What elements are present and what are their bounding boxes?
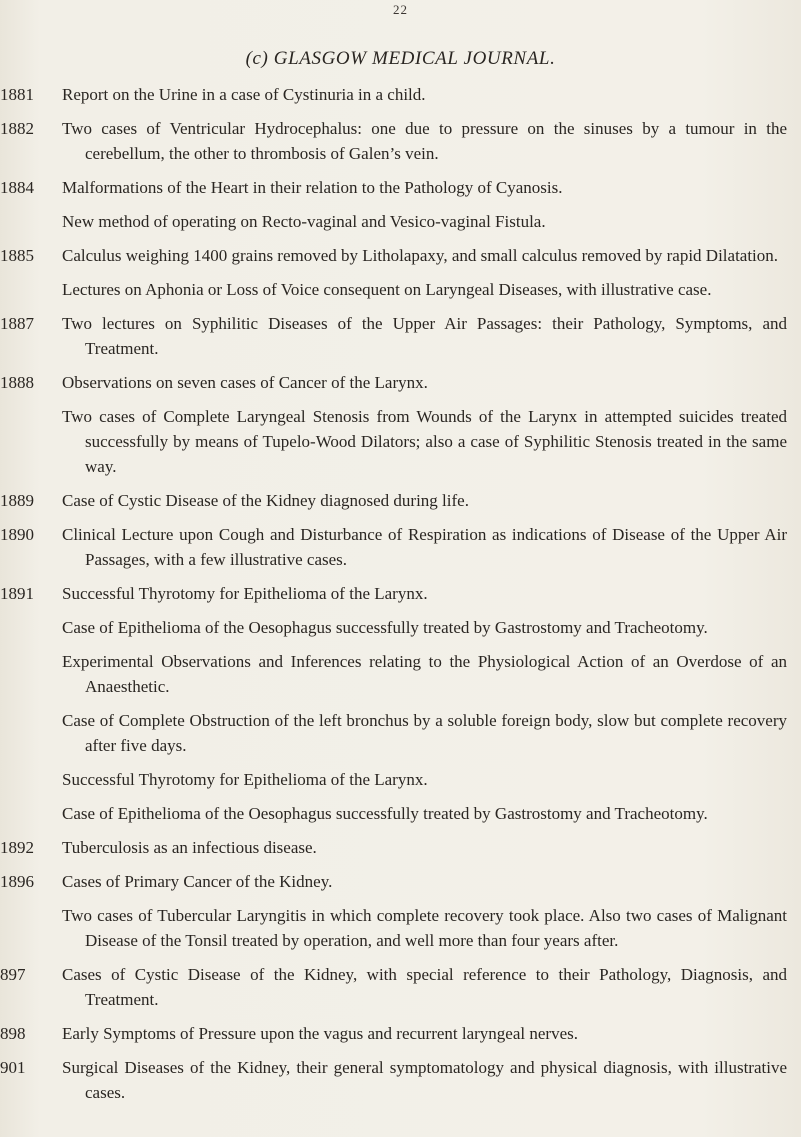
- publication-entry: [0, 835, 801, 860]
- entry-year: 898: [0, 1024, 26, 1043]
- publication-entry: [0, 277, 801, 302]
- publication-entry: [0, 175, 801, 200]
- entry-year: 1884: [0, 178, 34, 197]
- entry-year: 901: [0, 1058, 26, 1077]
- entry-title: Successful Thyrotomy for Epithelioma of the Larynx.: [62, 770, 428, 789]
- publication-entry: [0, 903, 801, 953]
- publication-entry: [0, 370, 801, 395]
- entry-title: Experimental Observations and Inferences relating to the Physiological Action of an Overdose of an Anaesthetic.: [62, 652, 787, 696]
- publication-entry: [0, 116, 801, 166]
- publication-entry: [0, 522, 801, 572]
- entry-title: Case of Cystic Disease of the Kidney diagnosed during life.: [62, 491, 469, 510]
- entry-title: Calculus weighing 1400 grains removed by Litholapaxy, and small calculus removed by rapid Dilatation.: [62, 246, 779, 265]
- entry-title: Malformations of the Heart in their relation to the Pathology of Cyanosis.: [62, 178, 563, 197]
- entry-title: Case of Epithelioma of the Oesophagus successfully treated by Gastrostomy and Tracheotomy.: [62, 618, 708, 637]
- publication-entry: [0, 1021, 801, 1046]
- publication-entry: [0, 615, 801, 640]
- entry-title: Clinical Lecture upon Cough and Disturbance of Respiration as indications of Disease of the Upper Air Passages, with a few illustrative cases.: [62, 525, 787, 569]
- entry-title: Report on the Urine in a case of Cystinuria in a child.: [62, 85, 426, 104]
- publication-entry: [0, 869, 801, 894]
- entry-title: Case of Epithelioma of the Oesophagus successfully treated by Gastrostomy and Tracheotomy.: [62, 804, 708, 823]
- entry-title: Cases of Primary Cancer of the Kidney.: [62, 872, 333, 891]
- entry-title: Case of Complete Obstruction of the left bronchus by a soluble foreign body, slow but complete recovery after five days.: [62, 711, 787, 755]
- entry-title: Cases of Cystic Disease of the Kidney, with special reference to their Pathology, Diagnosis, and Treatment.: [62, 965, 787, 1009]
- publication-entry: [0, 404, 801, 479]
- entry-year: 1888: [0, 373, 34, 392]
- publication-entry: [0, 962, 801, 1012]
- entry-title: Successful Thyrotomy for Epithelioma of the Larynx.: [62, 584, 428, 603]
- publication-entry: [0, 649, 801, 699]
- entry-title: Surgical Diseases of the Kidney, their general symptomatology and physical diagnosis, with illustrative cases.: [62, 1058, 787, 1102]
- publication-list: [0, 82, 801, 1114]
- entry-title: Observations on seven cases of Cancer of the Larynx.: [62, 373, 428, 392]
- entry-year: 1889: [0, 491, 34, 510]
- entry-year: 1885: [0, 246, 34, 265]
- section-heading: (c) GLASGOW MEDICAL JOURNAL.: [245, 48, 556, 69]
- entry-year: 1887: [0, 314, 34, 333]
- publication-entry: [0, 82, 801, 107]
- publication-entry: [0, 209, 801, 234]
- publication-entry: [0, 243, 801, 268]
- publication-entry: [0, 801, 801, 826]
- entry-title: Tuberculosis as an infectious disease.: [62, 838, 317, 857]
- entry-title: Two cases of Ventricular Hydrocephalus: one due to pressure on the sinuses by a tumour in the cerebellum, the other to thrombosis of Galen’s vein.: [62, 119, 787, 163]
- entry-title: Lectures on Aphonia or Loss of Voice consequent on Laryngeal Diseases, with illustrative case.: [62, 280, 712, 299]
- entry-year: 1890: [0, 525, 34, 544]
- entry-title: Two lectures on Syphilitic Diseases of the Upper Air Passages: their Pathology, Symptoms, and Treatment.: [62, 314, 787, 358]
- entry-year: 1882: [0, 119, 34, 138]
- publication-entry: [0, 708, 801, 758]
- entry-year: 1892: [0, 838, 34, 857]
- entry-title: Two cases of Complete Laryngeal Stenosis from Wounds of the Larynx in attempted suicides treated successfully by means of Tupelo-Wood Dilators; also a case of Syphilitic Stenosis treated in the same way.: [62, 407, 787, 476]
- publication-entry: [0, 311, 801, 361]
- entry-title: Early Symptoms of Pressure upon the vagus and recurrent laryngeal nerves.: [62, 1024, 578, 1043]
- publication-entry: [0, 581, 801, 606]
- entry-year: 1891: [0, 584, 34, 603]
- entry-year: 897: [0, 965, 26, 984]
- entry-title: Two cases of Tubercular Laryngitis in which complete recovery took place. Also two cases of Malignant Disease of the Tonsil treated by operation, and well more than four years after.: [62, 906, 787, 950]
- entry-title: New method of operating on Recto-vaginal and Vesico-vaginal Fistula.: [62, 212, 546, 231]
- publication-entry: [0, 767, 801, 792]
- page-number: 22: [393, 2, 408, 17]
- publication-entry: [0, 1055, 801, 1105]
- entry-year: 1881: [0, 85, 34, 104]
- publication-entry: [0, 488, 801, 513]
- entry-year: 1896: [0, 872, 34, 891]
